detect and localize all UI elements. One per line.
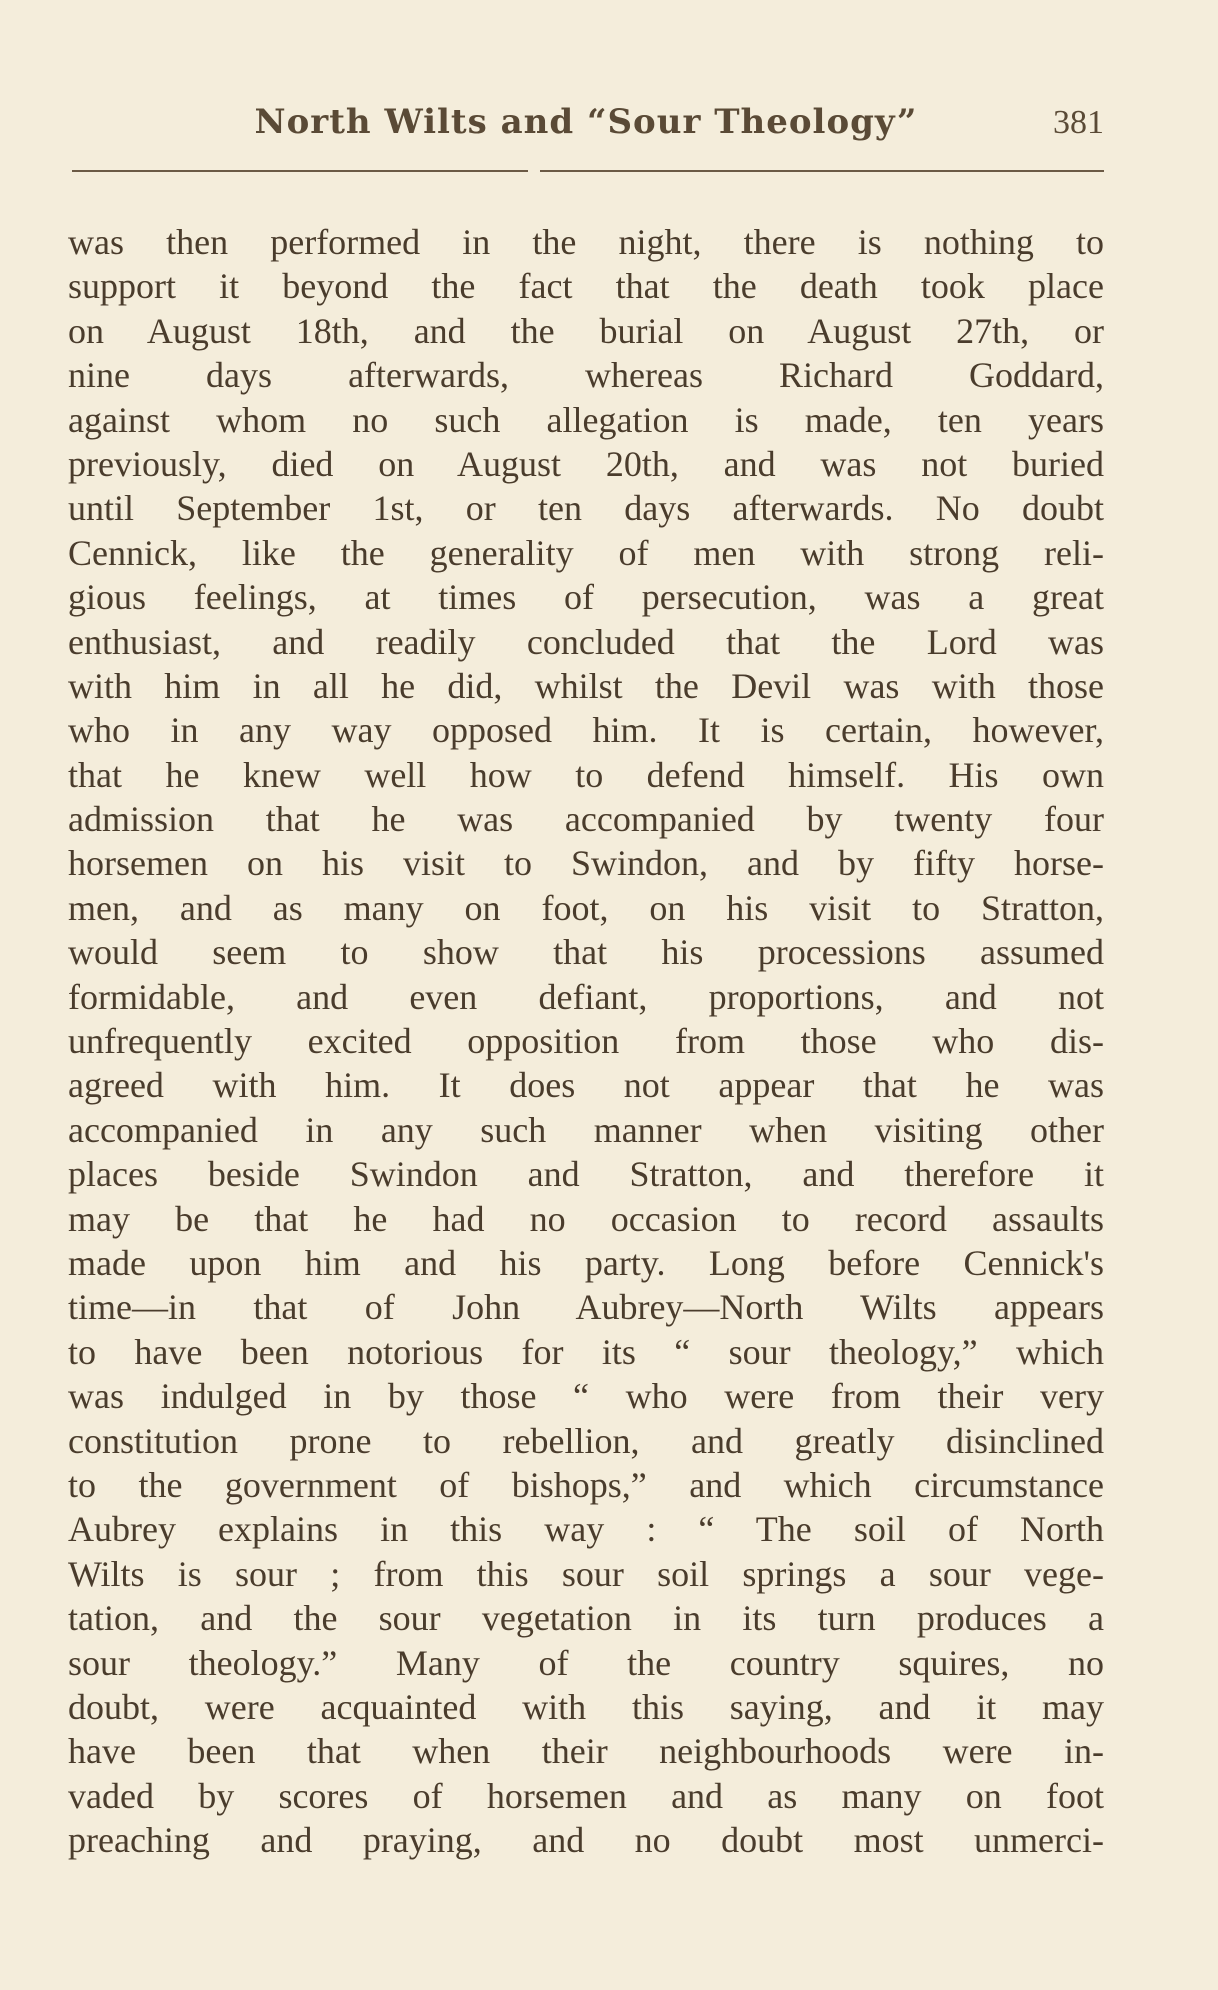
text-line: was then performed in the night, there is nothing to [68,222,1104,262]
text-line: to have been notorious for its “ sour theology,” which [68,1331,1104,1372]
text-line: constitution prone to rebellion, and greatly disinclined [68,1420,1104,1461]
text-line: enthusiast, and readily concluded that the Lord was [68,621,1104,662]
text-line: preaching and praying, and no doubt most unmerci- [68,1820,1104,1861]
text-line: with him in all he did, whilst the Devil was with those [68,665,1104,706]
text-line: may be that he had no occasion to record assaults [68,1198,1104,1239]
text-line: that he knew well how to defend himself. His own [68,754,1104,795]
text-line: places beside Swindon and Stratton, and therefore it [68,1154,1104,1195]
text-line: Wilts is sour ; from this sour soil springs a sour vege- [68,1553,1104,1594]
text-line: made upon him and his party. Long before Cennick's [68,1242,1104,1283]
header-rule [72,170,1104,172]
page-number: 381 [1053,104,1104,141]
text-line: unfrequently excited opposition from those who dis- [68,1021,1104,1062]
text-line: gious feelings, at times of persecution, was a great [68,577,1104,618]
body-text [68,220,1104,1862]
text-line: was indulged in by those “ who were from their very [68,1376,1104,1417]
running-title: North Wilts and “Sour Theology” [254,102,918,142]
text-line: who in any way opposed him. It is certain, however, [68,710,1104,751]
text-line: time—in that of John Aubrey—North Wilts appears [68,1287,1104,1328]
text-line: nine days afterwards, whereas Richard Goddard, [68,355,1104,396]
text-line: sour theology.” Many of the country squires, no [68,1642,1104,1683]
text-line: against whom no such allegation is made, ten years [68,399,1104,440]
text-line: vaded by scores of horsemen and as many on foot [68,1775,1104,1816]
text-line: Aubrey explains in this way : “ The soil of North [68,1509,1104,1550]
text-line: agreed with him. It does not appear that he was [68,1065,1104,1106]
text-line: men, and as many on foot, on his visit to Stratton, [68,887,1104,928]
text-line: tation, and the sour vegetation in its turn produces a [68,1598,1104,1639]
text-line: support it beyond the fact that the death took place [68,266,1104,307]
header-rule-gap [528,168,540,174]
text-line: until September 1st, or ten days afterwards. No doubt [68,488,1104,529]
text-line: to the government of bishops,” and which circumstance [68,1464,1104,1505]
running-head [68,100,1104,150]
text-line: horsemen on his visit to Swindon, and by fifty horse- [68,843,1104,884]
text-line: previously, died on August 20th, and was not buried [68,443,1104,484]
text-line: formidable, and even defiant, proportions, and not [68,976,1104,1017]
text-line: would seem to show that his processions assumed [68,932,1104,973]
text-line: on August 18th, and the burial on August 27th, or [68,310,1104,351]
text-line: have been that when their neighbourhoods were in- [68,1731,1104,1772]
text-line: admission that he was accompanied by twenty four [68,799,1104,840]
text-line: accompanied in any such manner when visiting other [68,1109,1104,1150]
text-line: doubt, were acquainted with this saying, and it may [68,1686,1104,1727]
text-line: Cennick, like the generality of men with strong reli- [68,532,1104,573]
